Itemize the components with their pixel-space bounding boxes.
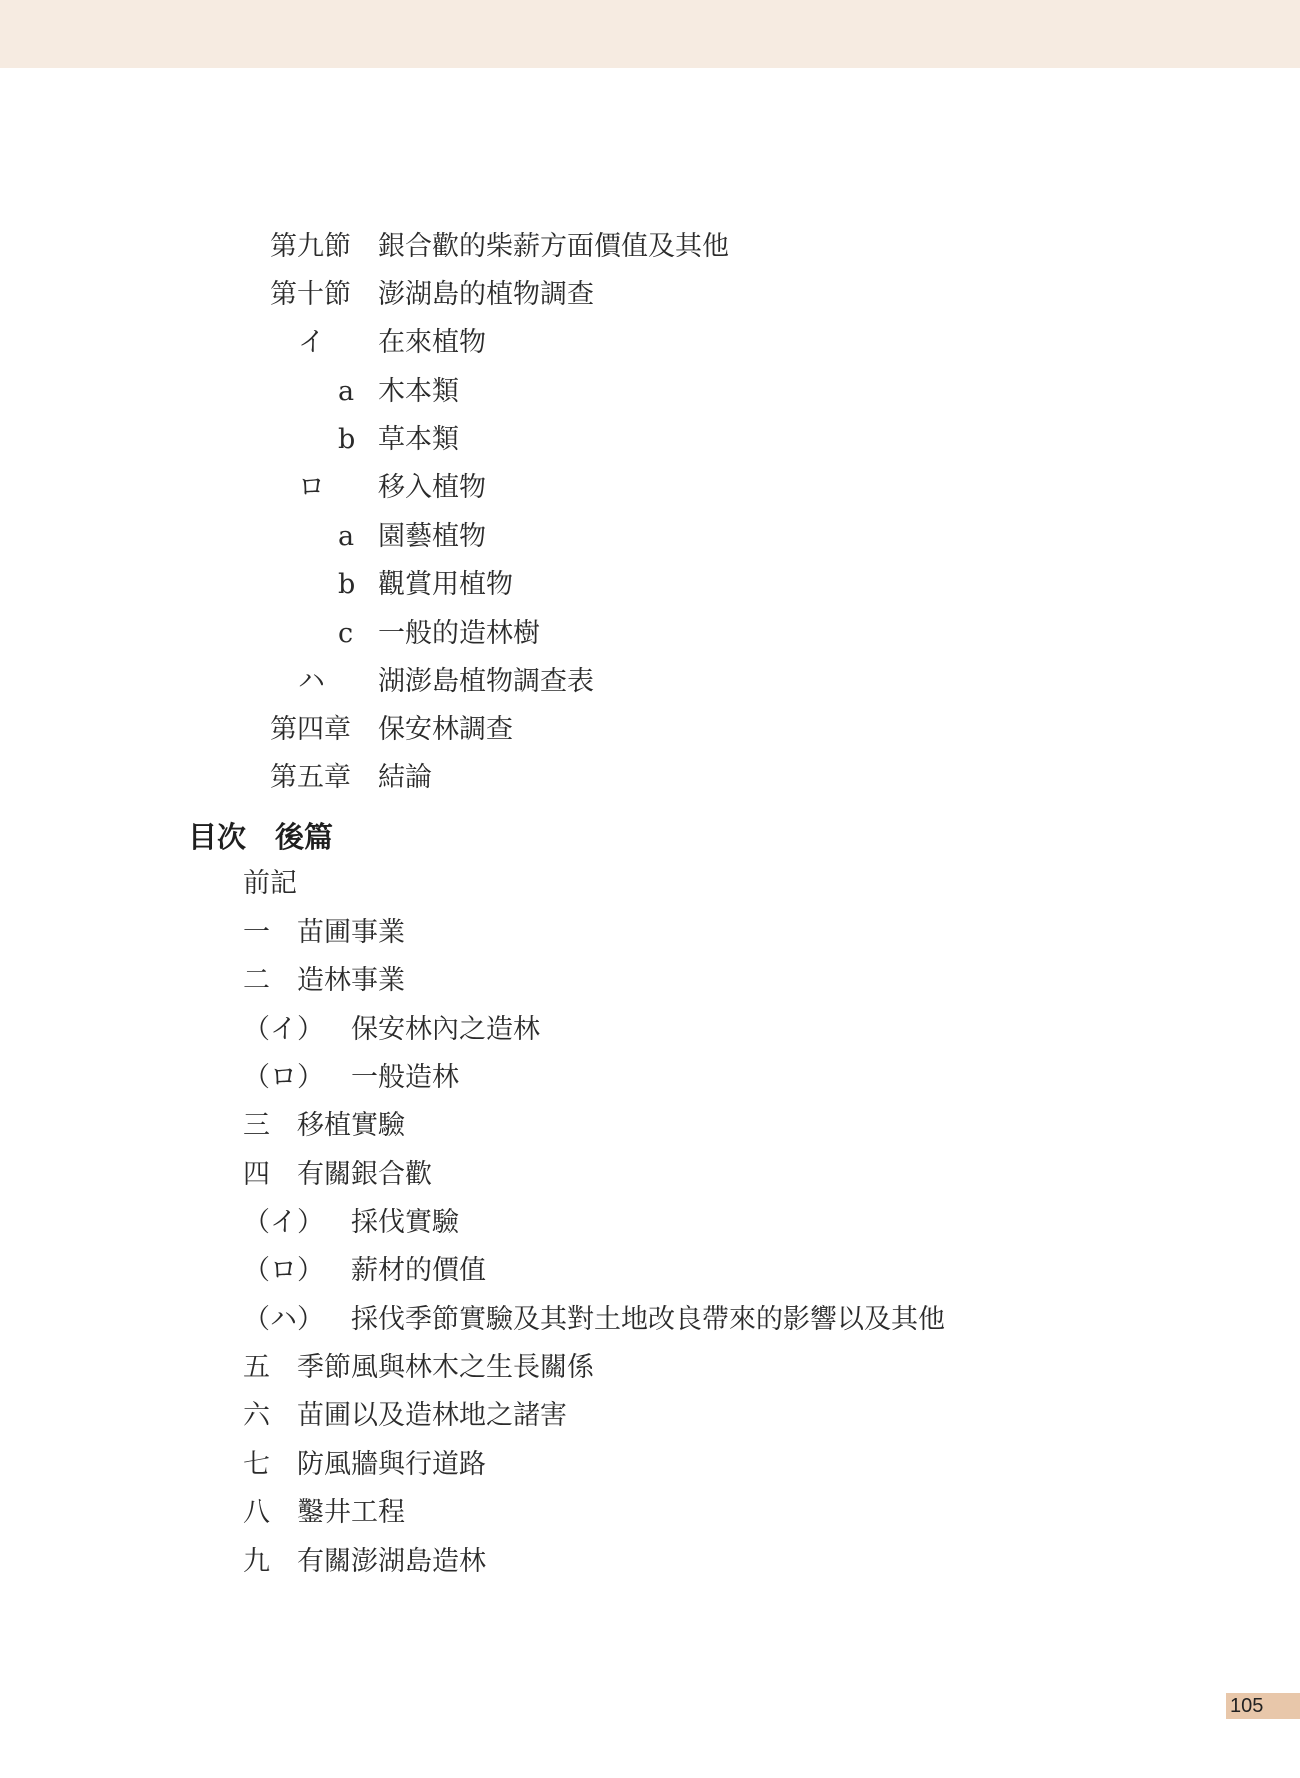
toc-title: 採伐季節實驗及其對土地改良帶來的影響以及其他 — [351, 1304, 945, 1335]
toc-label: 第九節 — [270, 231, 351, 262]
toc-label: 七 — [243, 1449, 270, 1480]
toc-title: 有關銀合歡 — [297, 1159, 432, 1190]
toc-title: 結論 — [378, 762, 432, 793]
toc-label: イ — [298, 327, 325, 358]
toc-label: 五 — [243, 1352, 270, 1383]
toc-label: b — [338, 424, 356, 455]
toc-label: （イ） — [243, 1014, 324, 1045]
toc-label: 前記 — [243, 868, 297, 899]
toc-title: 銀合歡的柴薪方面價值及其他 — [378, 231, 729, 262]
toc-title: 苗圃以及造林地之諸害 — [297, 1400, 567, 1431]
toc-label: 第十節 — [270, 279, 351, 310]
toc-title: 園藝植物 — [378, 521, 486, 552]
toc-label: 八 — [243, 1497, 270, 1528]
toc-label: a — [338, 521, 355, 552]
toc-title: 鑿井工程 — [297, 1497, 405, 1528]
toc-label: （ロ） — [243, 1255, 324, 1286]
toc-title: 觀賞用植物 — [378, 569, 513, 600]
page-number: 105 — [1226, 1693, 1300, 1719]
toc-title: 澎湖島的植物調查 — [378, 279, 594, 310]
toc-label: ロ — [298, 472, 325, 503]
toc-label: 二 — [243, 965, 270, 996]
toc-title: 湖澎島植物調查表 — [378, 666, 594, 697]
toc-title: 在來植物 — [378, 327, 486, 358]
toc-label: 四 — [243, 1159, 270, 1190]
toc-label: 三 — [243, 1110, 270, 1141]
toc-title: 木本類 — [378, 376, 459, 407]
toc-label: c — [338, 618, 354, 649]
toc-label: b — [338, 569, 356, 600]
toc-title: 季節風與林木之生長關係 — [297, 1352, 594, 1383]
toc-title: 保安林內之造林 — [351, 1014, 540, 1045]
toc-label: 九 — [243, 1546, 270, 1577]
toc-title: 有關澎湖島造林 — [297, 1546, 486, 1577]
toc-label: a — [338, 376, 355, 407]
header-band — [0, 0, 1300, 68]
toc-label: （ロ） — [243, 1062, 324, 1093]
toc-title: 移植實驗 — [297, 1110, 405, 1141]
toc-label: （ハ） — [243, 1304, 324, 1335]
toc-title: 一般的造林樹 — [378, 618, 540, 649]
toc-title: 保安林調查 — [378, 714, 513, 745]
section-heading: 目次 後篇 — [188, 820, 334, 854]
toc-title: 一般造林 — [351, 1062, 459, 1093]
toc-label: 一 — [243, 917, 270, 948]
toc-label: 六 — [243, 1400, 270, 1431]
toc-title: 薪材的價值 — [351, 1255, 486, 1286]
toc-title: 苗圃事業 — [297, 917, 405, 948]
toc-label: 第五章 — [270, 762, 351, 793]
toc-title: 採伐實驗 — [351, 1207, 459, 1238]
toc-title: 造林事業 — [297, 965, 405, 996]
toc-title: 防風牆與行道路 — [297, 1449, 486, 1480]
toc-label: ハ — [298, 666, 325, 697]
toc-title: 移入植物 — [378, 472, 486, 503]
toc-title: 草本類 — [378, 424, 459, 455]
toc-label: 第四章 — [270, 714, 351, 745]
toc-label: （イ） — [243, 1207, 324, 1238]
